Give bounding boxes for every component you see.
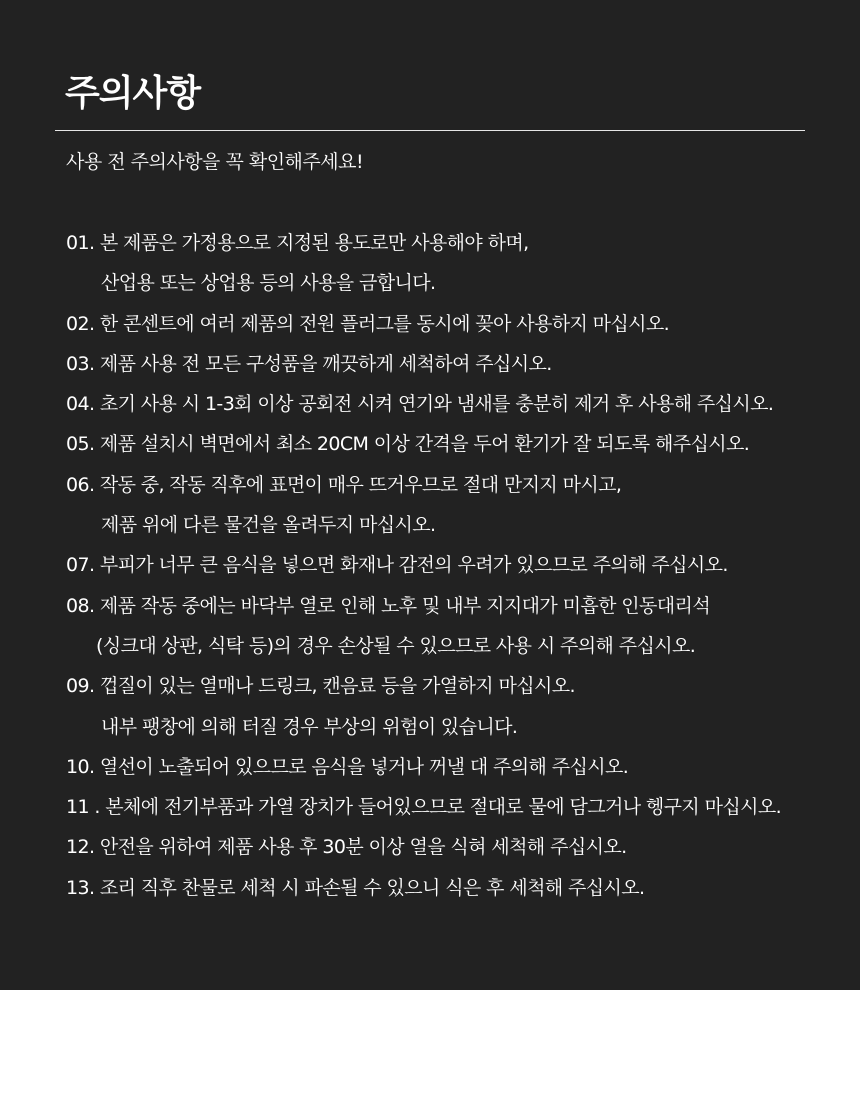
caution-list bbox=[66, 229, 781, 914]
caution-item-10: 10. 열선이 노출되어 있으므로 음식을 넣거나 꺼낼 대 주의해 주십시오. bbox=[66, 755, 629, 778]
caution-item-08-cont: (싱크대 상판, 식탁 등)의 경우 손상될 수 있으므로 사용 시 주의해 주십시오. bbox=[96, 634, 696, 657]
caution-item-01-cont: 산업용 또는 상업용 등의 사용을 금합니다. bbox=[101, 272, 436, 295]
subtitle: 사용 전 주의사항을 꼭 확인해주세요! bbox=[66, 151, 364, 173]
caution-item-03: 03. 제품 사용 전 모든 구성품을 깨끗하게 세척하여 주십시오. bbox=[66, 352, 552, 375]
caution-item-12: 12. 안전을 위하여 제품 사용 후 30분 이상 열을 식혀 세척해 주십시오. bbox=[66, 836, 627, 859]
caution-item-09: 09. 껍질이 있는 열매나 드링크, 캔음료 등을 가열하지 마십시오. bbox=[66, 675, 575, 698]
caution-item-07: 07. 부피가 너무 큰 음식을 넣으면 화재나 감전의 우려가 있으므로 주의해 주십시오. bbox=[66, 554, 728, 577]
caution-item-05: 05. 제품 설치시 벽면에서 최소 20CM 이상 간격을 두어 환기가 잘 되도록 해주십시오. bbox=[66, 433, 750, 456]
caution-item-08: 08. 제품 작동 중에는 바닥부 열로 인해 노후 및 내부 지지대가 미흡한 인동대리석 bbox=[66, 594, 711, 617]
caution-item-02: 02. 한 콘센트에 여러 제품의 전원 플러그를 동시에 꽂아 사용하지 마십시오. bbox=[66, 312, 670, 335]
caution-item-13: 13. 조리 직후 찬물로 세척 시 파손될 수 있으니 식은 후 세척해 주십시오. bbox=[66, 876, 645, 899]
caution-item-01: 01. 본 제품은 가정용으로 지정된 용도로만 사용해야 하며, bbox=[66, 232, 529, 254]
title-divider bbox=[55, 130, 805, 131]
page-title: 주의사항 bbox=[65, 73, 201, 114]
caution-item-06-cont: 제품 위에 다른 물건을 올려두지 마십시오. bbox=[101, 514, 436, 537]
caution-item-11: 11 . 본체에 전기부품과 가열 장치가 들어있으므로 절대로 물에 담그거나 헹구지 마십시오. bbox=[66, 796, 782, 819]
caution-item-04: 04. 초기 사용 시 1-3회 이상 공회전 시켜 연기와 냄새를 충분히 제거 후 사용해 주십시오. bbox=[66, 393, 774, 416]
caution-item-09-cont: 내부 팽창에 의해 터질 경우 부상의 위험이 있습니다. bbox=[101, 715, 518, 738]
caution-item-06: 06. 작동 중, 작동 직후에 표면이 매우 뜨거우므로 절대 만지지 마시고, bbox=[66, 473, 622, 496]
